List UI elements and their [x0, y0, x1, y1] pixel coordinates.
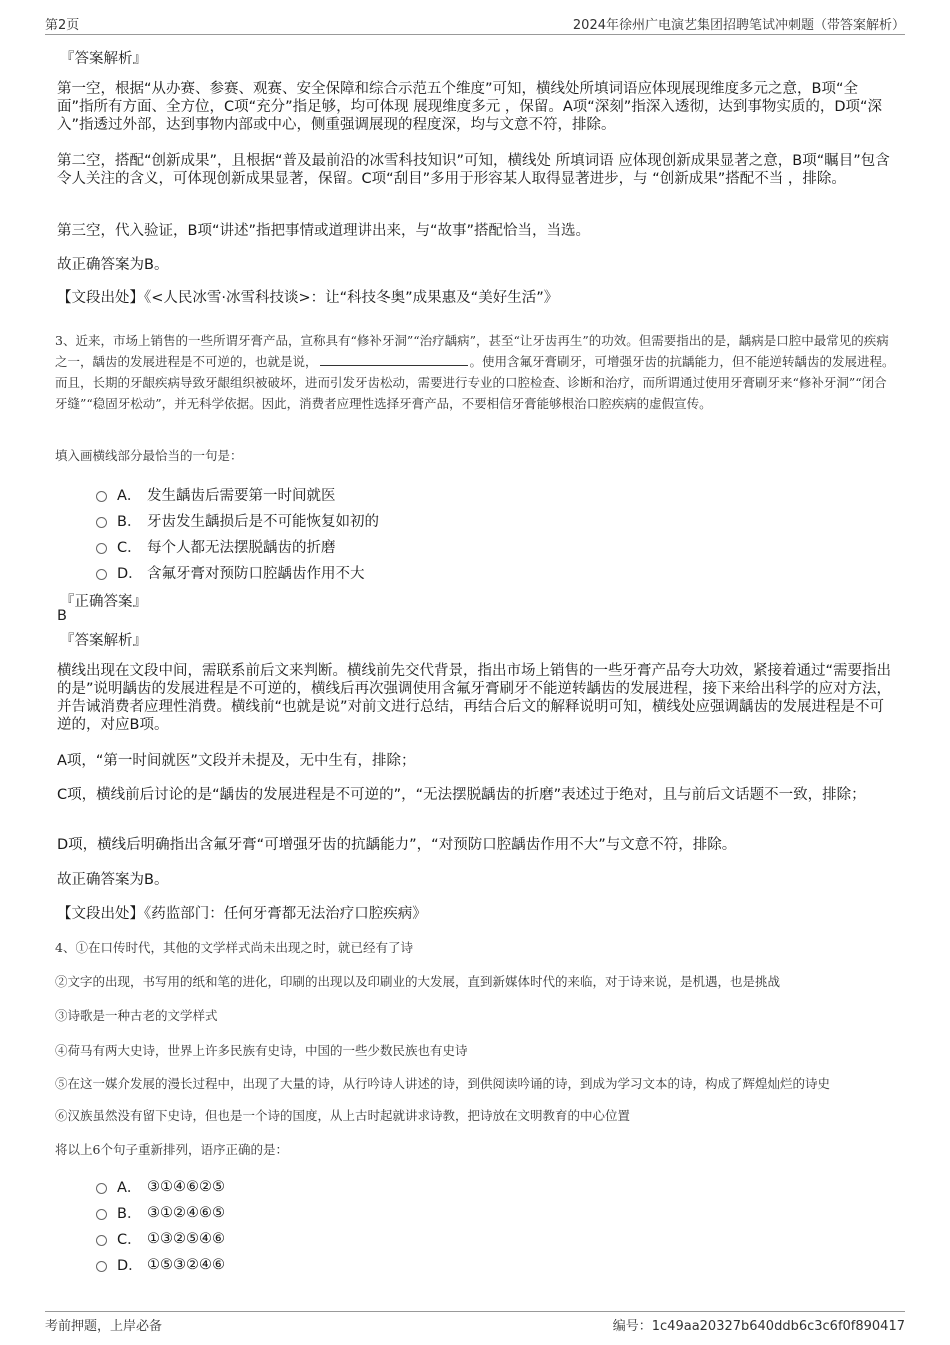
source-citation: 【文段出处】《<人民冰雪·冰雪科技谈>：让“科技冬奥”成果惠及“美好生活”》: [57, 290, 559, 306]
radio-icon[interactable]: [96, 1183, 107, 1194]
footer-slogan: 考前押题，上岸必备: [45, 1319, 163, 1334]
option-letter: B．: [117, 1206, 142, 1222]
option-letter: D．: [117, 1258, 143, 1274]
analysis-label: 『答案解析』: [60, 633, 147, 649]
source-citation: 【文段出处】《药监部门：任何牙膏都无法治疗口腔疾病》: [57, 906, 427, 922]
option-text: 含氟牙膏对预防口腔龋齿作用不大: [147, 566, 365, 582]
stem-text-after: 。使用含氟牙膏刷牙，可增强牙齿的抗龋能力，但不能逆转龋齿的发展进程。而且，长期的牙龈疾病导致牙龈组织被破坏，进而引发牙齿松动，需要进行专业的口腔检查、诊断和治疗，而所谓通过使用牙膏刷牙来“修补牙洞”“闭合牙缝”“稳固牙松动”，并无科学依据。因此，消费者应理性选择牙膏产品，不要相信牙膏能够根治口腔疾病的虚假宣传。: [55, 354, 895, 411]
sentence-6: ⑥汉族虽然没有留下史诗，但也是一个诗的国度，从上古时起就讲求诗教，把诗放在文明教育的中心位置: [55, 1108, 631, 1123]
sentence-3: ③诗歌是一种古老的文学样式: [55, 1008, 218, 1023]
option-b[interactable]: [96, 1202, 225, 1223]
radio-icon[interactable]: [96, 1235, 107, 1246]
radio-icon[interactable]: [96, 1261, 107, 1272]
option-d[interactable]: [96, 562, 365, 583]
radio-icon[interactable]: [96, 1209, 107, 1220]
fill-blank: [320, 353, 468, 366]
option-a[interactable]: [96, 1176, 225, 1197]
analysis-paragraph: D项，横线后明确指出含氟牙膏“可增强牙齿的抗龋能力”，“对预防口腔龋齿作用不大”与文意不符，排除。: [57, 837, 737, 853]
option-text: ①⑤③②④⑥: [147, 1256, 225, 1273]
option-d[interactable]: [96, 1254, 225, 1275]
radio-icon[interactable]: [96, 543, 107, 554]
correct-answer: B: [57, 608, 67, 624]
option-a[interactable]: [96, 484, 336, 505]
question-prompt: 填入画横线部分最恰当的一句是：: [55, 448, 243, 463]
option-letter: C．: [117, 540, 142, 556]
radio-icon[interactable]: [96, 569, 107, 580]
sentence-1: 4、①在口传时代，其他的文学样式尚未出现之时，就已经有了诗: [55, 940, 413, 955]
page-footer: [45, 1311, 905, 1334]
question-prompt: 将以上6个句子重新排列，语序正确的是：: [55, 1142, 288, 1157]
page-header: [45, 14, 905, 35]
radio-icon[interactable]: [96, 491, 107, 502]
option-text: 牙齿发生龋损后是不可能恢复如初的: [147, 514, 379, 530]
question-stem: [55, 330, 895, 414]
page-number: 第2页: [45, 18, 80, 33]
correct-answer-label: 『正确答案』: [60, 594, 147, 610]
option-letter: D．: [117, 566, 143, 582]
option-text: ③①②④⑥⑤: [147, 1204, 225, 1221]
analysis-paragraph: 横线出现在文段中间，需联系前后文来判断。横线前先交代背景，指出市场上销售的一些牙膏产品夸大功效，紧接着通过“需要指出的是”说明龋齿的发展进程是不可逆的，横线后再次强调使用含氟牙膏刷牙不能逆转龋齿的发展进程，接下来给出科学的应对方法，并告诫消费者应理性消费。横线前“也就是说”对前文进行总结，再结合后文的解释说明可知，横线处应强调龋齿的发展进程是不可逆的，对应B项。: [57, 663, 892, 733]
option-letter: A．: [117, 1180, 142, 1196]
sentence-4: ④荷马有两大史诗，世界上许多民族有史诗，中国的一些少数民族也有史诗: [55, 1043, 468, 1058]
option-letter: A．: [117, 488, 142, 504]
analysis-label: 『答案解析』: [60, 51, 147, 67]
option-text: 发生龋齿后需要第一时间就医: [147, 488, 336, 504]
analysis-paragraph: 第三空，代入验证，B项“讲述”指把事情或道理讲出来，与“故事”搭配恰当，当选。: [57, 223, 590, 239]
option-text: ③①④⑥②⑤: [147, 1178, 225, 1195]
radio-icon[interactable]: [96, 517, 107, 528]
option-letter: B．: [117, 514, 142, 530]
stem-text-before: 3、近来，市场上销售的一些所谓牙膏产品，宣称具有“修补牙洞”“治疗龋病”，甚至“让牙齿再生”的功效。但需要指出的是，龋病是口腔中最常见的疾病之一，龋齿的发展进程是不可逆的，也就是说，: [55, 333, 889, 369]
option-text: 每个人都无法摆脱龋齿的折磨: [147, 540, 336, 556]
option-text: ①③②⑤④⑥: [147, 1230, 225, 1247]
option-c[interactable]: [96, 1228, 225, 1249]
conclusion: 故正确答案为B。: [57, 257, 169, 273]
option-c[interactable]: [96, 536, 336, 557]
analysis-paragraph: 第一空，根据“从办赛、参赛、观赛、安全保障和综合示范五个维度”可知，横线处所填词语应体现展现维度多元之意，B项“全面”指所有方面、全方位，C项“充分”指足够，均可体现 展现维度多元 ，保留。A项“深刻”指深入透彻，达到事物实质的，D项“深入”指透过外部，达到事物内部或中心，侧重强调展现的程度深，均与文意不符，排除。: [57, 81, 882, 133]
option-letter: C．: [117, 1232, 142, 1248]
analysis-paragraph: C项，横线前后讨论的是“龋齿的发展进程是不可逆的”，“无法摆脱龋齿的折磨”表述过于绝对，且与前后文话题不一致，排除；: [57, 787, 866, 803]
document-id: 编号：1c49aa20327b640ddb6c3c6f0f890417: [612, 1319, 905, 1334]
conclusion: 故正确答案为B。: [57, 872, 169, 888]
analysis-paragraph: A项，“第一时间就医”文段并未提及，无中生有，排除；: [57, 753, 416, 769]
sentence-5: ⑤在这一媒介发展的漫长过程中，出现了大量的诗，从行吟诗人讲述的诗，到供阅读吟诵的诗，到成为学习文本的诗，构成了辉煌灿烂的诗史: [55, 1076, 831, 1091]
analysis-paragraph: 第二空，搭配“创新成果”，且根据“普及最前沿的冰雪科技知识”可知，横线处 所填词语 应体现创新成果显著之意，B项“瞩目”包含令人关注的含义，可体现创新成果显著，保留。C项“刮目”多用于形容某人取得显著进步，与 “创新成果”搭配不当 ，排除。: [57, 153, 890, 187]
option-b[interactable]: [96, 510, 379, 531]
document-title: 2024年徐州广电演艺集团招聘笔试冲刺题（带答案解析）: [572, 18, 905, 33]
sentence-2: ②文字的出现，书写用的纸和笔的进化，印刷的出现以及印刷业的大发展，直到新媒体时代的来临，对于诗来说，是机遇，也是挑战: [55, 974, 781, 989]
